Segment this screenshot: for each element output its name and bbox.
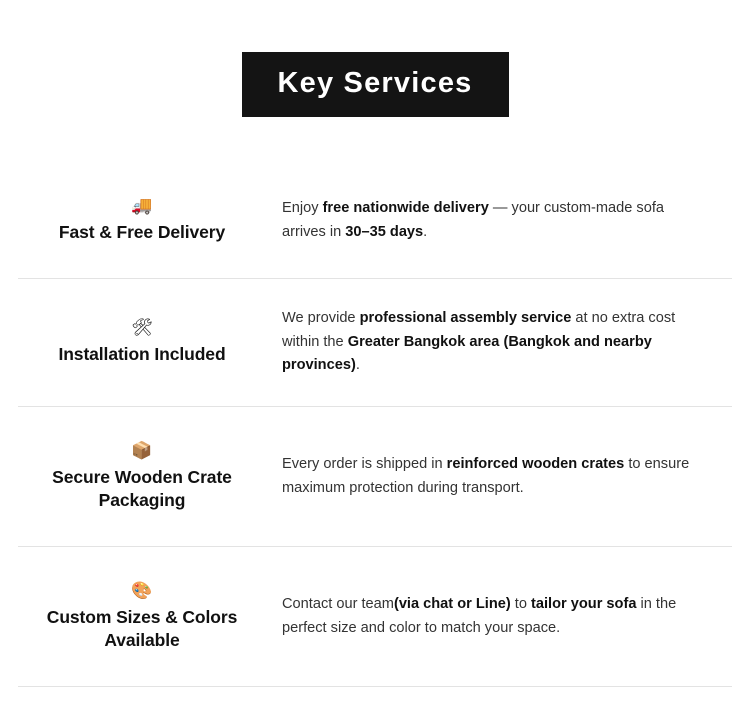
delivery-truck-icon: 🚚 (131, 196, 153, 216)
service-description-cell (266, 197, 732, 244)
service-description-cell (266, 593, 732, 640)
service-row (18, 279, 732, 407)
bottom-spacer (0, 687, 750, 707)
artist-palette-icon: 🎨 (131, 581, 153, 601)
service-label: Custom Sizes & Colors Available (46, 607, 238, 650)
page-title: Key Services (242, 52, 509, 117)
package-box-icon: 📦 (131, 441, 153, 461)
service-row (18, 163, 732, 279)
service-label: Secure Wooden Crate Packaging (52, 467, 232, 510)
service-title-cell (18, 582, 266, 651)
tools-hammer-wrench-icon: 🛠 (131, 318, 153, 338)
service-title-cell (18, 197, 266, 243)
service-row (18, 547, 732, 687)
page-title-container (0, 0, 750, 117)
service-description-cell (266, 307, 732, 378)
service-description-cell (266, 453, 732, 500)
service-row (18, 407, 732, 547)
service-title-cell (18, 319, 266, 365)
service-label: Fast & Free Delivery (58, 222, 226, 243)
service-description: Contact our team(via chat or Line) to tailor your sofa in the perfect size and color to match your space. (282, 595, 677, 636)
service-description: Every order is shipped in reinforced wooden crates to ensure maximum protection during transport. (282, 455, 690, 496)
service-title-cell (18, 442, 266, 511)
service-description: Enjoy free nationwide delivery — your custom-made sofa arrives in 30–35 days. (282, 199, 665, 240)
services-list (0, 163, 750, 687)
service-description: We provide professional assembly service at no extra cost within the Greater Bangkok area (Bangkok and nearby provinces). (282, 310, 676, 374)
service-label: Installation Included (58, 344, 226, 365)
